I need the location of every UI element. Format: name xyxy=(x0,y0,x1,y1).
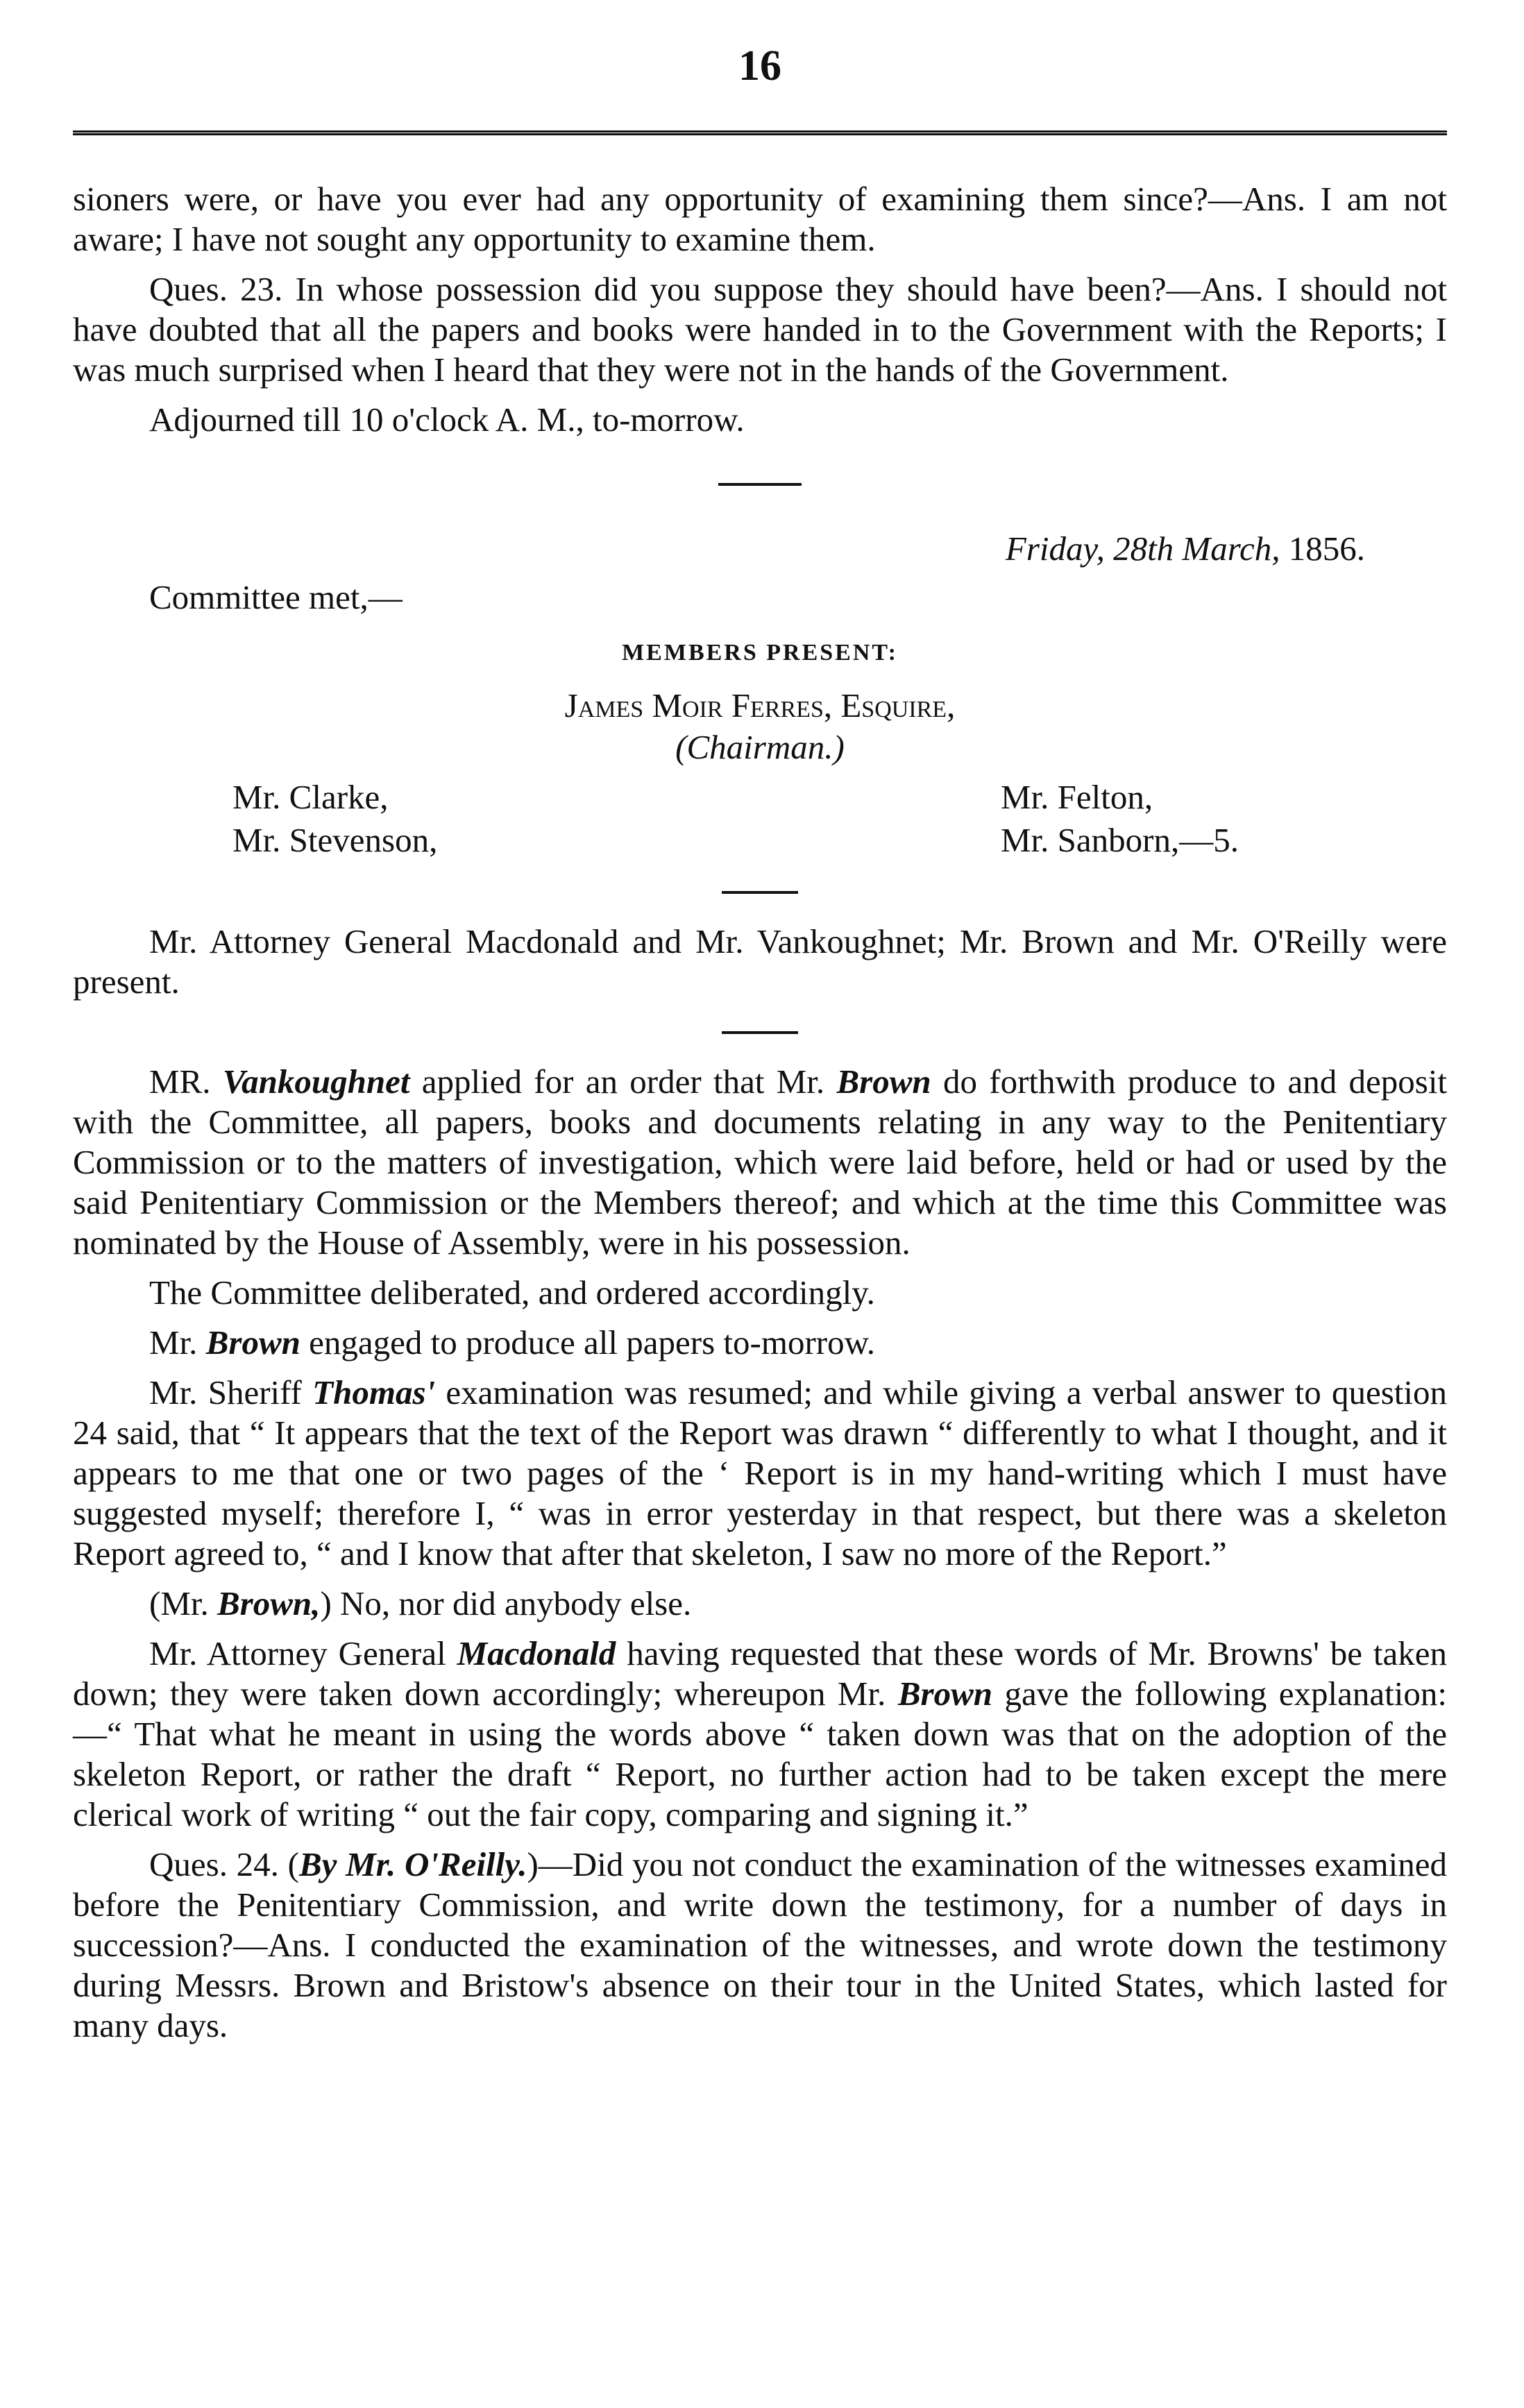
page xyxy=(73,0,1447,2408)
text-run: MR. xyxy=(149,1062,211,1101)
person-name: Brown xyxy=(836,1062,931,1101)
person-name: Brown xyxy=(205,1323,300,1362)
page-number: 16 xyxy=(738,42,781,90)
meeting-date xyxy=(73,529,1365,569)
section-divider xyxy=(718,483,802,486)
person-name: Brown, xyxy=(217,1584,321,1622)
chairman-name: James Moir Ferres, Esquire, xyxy=(564,686,956,724)
paragraph-sheriff-examination xyxy=(73,1373,1447,1574)
text-run: Mr. Attorney General xyxy=(149,1634,446,1672)
text-run: Mr. Sheriff xyxy=(149,1373,302,1411)
person-name: Macdonald xyxy=(457,1634,616,1672)
paragraph-explanation xyxy=(73,1634,1447,1835)
committee-met: Committee met,— xyxy=(149,578,403,616)
paragraph-application xyxy=(73,1062,1447,1263)
paragraph-deliberated: The Committee deliberated, and ordered accordingly. xyxy=(149,1273,875,1312)
person-name: Brown xyxy=(897,1674,993,1713)
text-run: )—Did you not conduct the examination of the witnesses examined before the Penitentiary Commission, and write down the testimony, for a number of days in succession?—Ans. I conducted the examination of the witnesses, and wrote down the testimony during Messrs. Brown and Bristow's absence on their tour in the United States, which lasted for many days. xyxy=(73,1845,1448,2044)
members-left-column xyxy=(232,776,437,862)
members-heading: MEMBERS PRESENT: xyxy=(622,640,898,665)
section-divider xyxy=(722,1031,798,1034)
text-run: Ques. 24. ( xyxy=(149,1845,299,1883)
members-list xyxy=(73,776,1447,862)
meeting-date-year: 1856. xyxy=(1288,529,1365,568)
paragraph-adjourned: Adjourned till 10 o'clock A. M., to-morrow. xyxy=(149,400,745,439)
member-name: Mr. Stevenson, xyxy=(232,821,438,859)
meeting-date-text: Friday, 28th March, xyxy=(1005,529,1280,568)
member-name: Mr. Clarke, xyxy=(232,778,389,816)
text-run: gave the following explanation:—“ That what he meant in using the words above “ taken down was that on the adoption of the skeleton Report, or rather the draft “ Report, no further action had to be taken except the mere clerical work of writing “ out the fair copy, comparing and signing it.” xyxy=(73,1674,1448,1833)
text-run: do forthwith produce to and deposit with the Committee, all papers, books and documents relating in any way to the Penitentiary Commission or to the matters of investigation, which were laid before, held or had or used by the said Penitentiary Commission or the Members thereof; and which at the time this Committee was nominated by the House of Assembly, were in his possession. xyxy=(73,1062,1448,1262)
member-name: Mr. Felton, xyxy=(1001,778,1153,816)
text-run: applied for an order that Mr. xyxy=(421,1062,825,1101)
text-run: ) No, nor did anybody else. xyxy=(320,1584,692,1622)
members-right-column xyxy=(1001,776,1239,862)
person-name: Vankoughnet xyxy=(222,1062,410,1101)
text-run: engaged to produce all papers to-morrow. xyxy=(309,1323,876,1362)
paragraph-engaged xyxy=(73,1323,1447,1363)
header-rule xyxy=(73,130,1447,135)
paragraph-brown-remark xyxy=(73,1584,1447,1624)
document-body xyxy=(73,179,1447,2055)
text-run: having requested that these words of Mr. Browns' be taken down; they were taken down accordingly; whereupon Mr. xyxy=(73,1634,1448,1713)
member-name: Mr. Sanborn,—5. xyxy=(1001,821,1239,859)
text-run: examination was resumed; and while giving a verbal answer to question 24 said, that “ It appears that the text of the Report was drawn “ differently to what I thought, and it appears to me that one or two pages of the ‘ Report is in my hand-writing which I must have suggested myself; therefore I, “ was in error yesterday in that respect, but there was a skeleton Report agreed to, “ and I know that after that skeleton, I saw no more of the Report.” xyxy=(73,1373,1447,1572)
chairman-title: (Chairman.) xyxy=(675,728,845,766)
paragraph-continuation: sioners were, or have you ever had any opportunity of examining them since?—Ans. I am not aware; I have not sought any opportunity to examine them. xyxy=(73,180,1447,258)
paragraph-question-24 xyxy=(73,1845,1447,2046)
section-divider xyxy=(722,891,798,894)
text-run: Mr. xyxy=(149,1323,198,1362)
paragraph-question-23: Ques. 23. In whose possession did you suppose they should have been?—Ans. I should not have doubted that all the papers and books were handed in to the Government with the Reports; I was much surprised when I heard that they were not in the hands of the Government. xyxy=(73,270,1447,389)
paragraph-present: Mr. Attorney General Macdonald and Mr. Vankoughnet; Mr. Brown and Mr. O'Reilly were present. xyxy=(73,922,1447,1001)
text-run: (Mr. xyxy=(149,1584,209,1622)
person-name: Thomas' xyxy=(312,1373,436,1411)
questioner: By Mr. O'Reilly. xyxy=(298,1845,527,1883)
